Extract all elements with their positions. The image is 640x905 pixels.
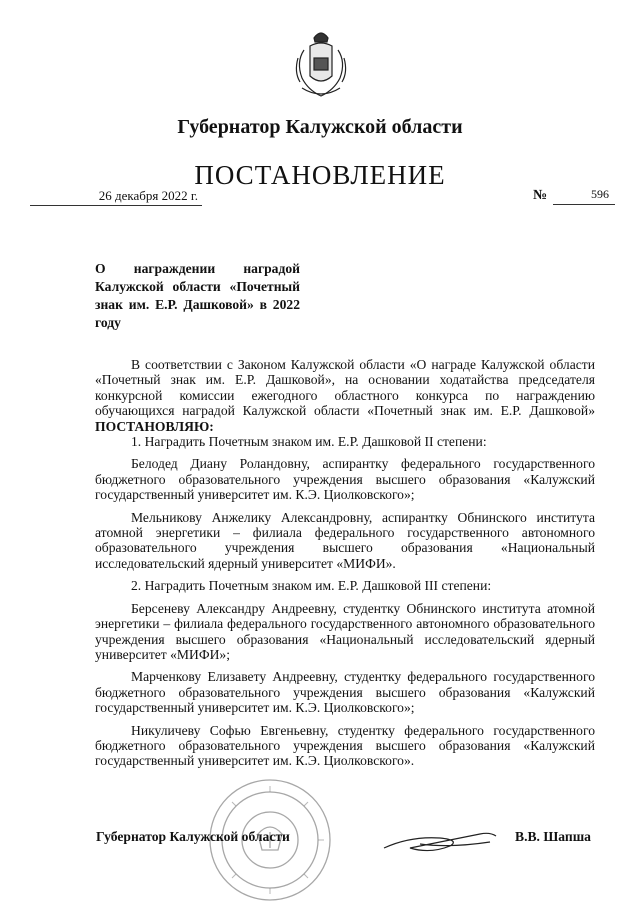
award-paragraph: Никуличеву Софью Евгеньевну, студентку федерального государственного бюджетного образовательного учреждения высшего образования «Калужский государственный университет им. К.Э. Циолковского». [95,722,595,769]
document-type: ПОСТАНОВЛЕНИЕ [194,160,446,190]
signatory-title: Губернатор Калужской области [96,829,290,844]
award-paragraph: Берсеневу Александру Андреевну, студентку Обнинского института атомной энергетики – филиала федерального государственного автономного образовательного учреждения высшего образования «Национальный исследовательский ядерный университет «МИФИ»; [95,600,595,662]
date-field [30,189,202,206]
document-subject: О награждении наградой Калужской области «Почетный знак им. Е.Р. Дашковой» в 2022 году [95,261,300,330]
handwritten-signature-icon [380,818,500,858]
coat-of-arms-icon [292,28,350,100]
number-field [553,188,615,205]
issuing-authority: Губернатор Калужской области [177,116,463,138]
preamble-text: В соответствии с Законом Калужской области «О награде Калужской области «Почетный знак им. Е.Р. Дашковой», на основании ходатайства председателя конкурсной комиссии ежегодного областного конкурса по награждению обучающихся наградой Калужской области «Почетный знак им. Е.Р. Дашковой» [95,357,595,419]
award-paragraph: Марченкову Елизавету Андреевну, студентку федерального государственного бюджетного образовательного учреждения высшего образования «Калужский государственный университет им. К.Э. Циолковского»; [95,669,595,716]
award-paragraph: Мельникову Анжелику Александровну, аспирантку Обнинского института атомной энергетики – филиала федерального государственного автономного образовательного учреждения высшего образования «Национальный исследовательский ядерный университет «МИФИ». [95,509,595,571]
document-date: 26 декабря 2022 г. [98,188,198,203]
award-paragraph: Белодед Диану Роландовну, аспирантку федерального государственного бюджетного образовательного учреждения высшего образования «Калужский государственный университет им. К.Э. Циолковского»; [95,456,595,503]
number-label: № [533,188,548,203]
decree-item-1: 1. Наградить Почетным знаком им. Е.Р. Дашковой II степени: [131,434,487,450]
document-body [95,357,595,769]
preamble-paragraph [95,357,595,434]
decree-word: ПОСТАНОВЛЯЮ: [95,418,214,434]
document-number: 596 [591,187,609,201]
signatory-name: В.В. Шапша [515,829,591,844]
decree-item-2: 2. Наградить Почетным знаком им. Е.Р. Дашковой III степени: [131,578,492,594]
